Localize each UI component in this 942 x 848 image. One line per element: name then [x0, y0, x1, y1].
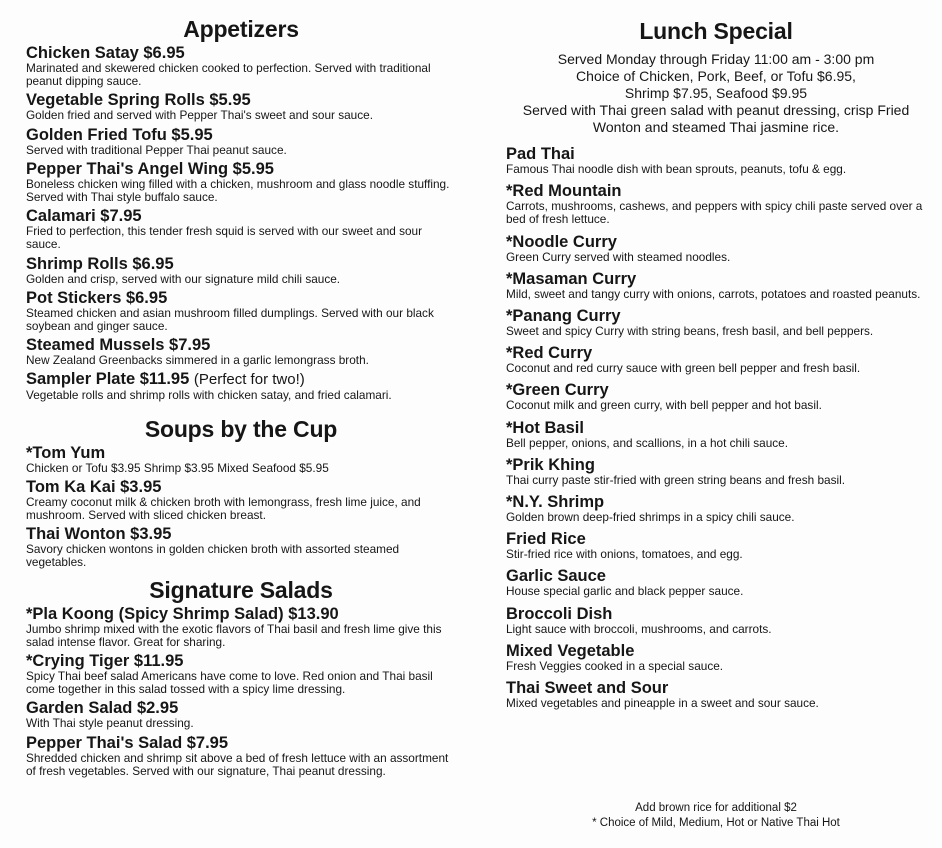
item-name: *Green Curry	[506, 381, 609, 400]
item-description: Coconut and red curry sauce with green bell pepper and fresh basil.	[506, 361, 861, 376]
item-name: Calamari $7.95	[26, 207, 142, 226]
item-description: New Zealand Greenbacks simmered in a garlic lemongrass broth.	[26, 353, 369, 368]
item-name	[26, 370, 456, 389]
menu-item	[506, 381, 926, 412]
item-description: Savory chicken wontons in golden chicken broth with assorted steamed vegetables.	[26, 542, 400, 570]
lunch-list	[506, 145, 926, 710]
item-name: Thai Wonton $3.95	[26, 525, 172, 544]
item-name: Shrimp Rolls $6.95	[26, 254, 174, 273]
item-name: Vegetable Spring Rolls $5.95	[26, 91, 251, 110]
item-note: (Perfect for two!)	[193, 371, 305, 389]
item-name: Chicken Satay $6.95	[26, 44, 185, 62]
menu-item	[506, 605, 926, 636]
item-name: *Pla Koong (Spicy Shrimp Salad) $13.90	[26, 604, 339, 623]
menu-item	[26, 478, 456, 522]
item-description: Vegetable rolls and shrimp rolls with chicken satay, and fried calamari.	[26, 388, 392, 403]
item-name: Pad Thai	[506, 145, 575, 163]
item-name: Garlic Sauce	[506, 567, 606, 586]
item-description: Carrots, mushrooms, cashews, and peppers with spicy chili paste served over a bed of fresh lettuce.	[506, 199, 923, 227]
item-name: Pepper Thai's Angel Wing $5.95	[26, 159, 274, 178]
menu-item	[26, 734, 456, 778]
soups-list	[26, 444, 456, 570]
item-name: Mixed Vegetable	[506, 641, 635, 660]
menu-item	[506, 419, 926, 450]
menu-item	[26, 525, 456, 569]
item-name: Garden Salad $2.95	[26, 699, 179, 718]
item-name: *Noodle Curry	[506, 232, 617, 251]
item-name: Pot Stickers $6.95	[26, 288, 168, 307]
item-name: Pepper Thai's Salad $7.95	[26, 733, 229, 752]
appetizers-list	[26, 44, 456, 403]
item-description: Mild, sweet and tangy curry with onions, carrots, potatoes and roasted peanuts.	[506, 286, 921, 301]
salads-list	[26, 605, 456, 778]
intro-line: Served with Thai green salad with peanut dressing, crisp Fried Wonton and steamed Thai jasmine rice.	[522, 102, 910, 135]
item-name: Broccoli Dish	[506, 604, 613, 623]
item-description: Mixed vegetables and pineapple in a sweet and sour sauce.	[506, 696, 819, 711]
item-name: *Crying Tiger $11.95	[26, 652, 184, 671]
lunch-heading: Lunch Special	[639, 18, 793, 44]
item-name: *Tom Yum	[26, 443, 106, 462]
item-description: Bell pepper, onions, and scallions, in a hot chili sauce.	[506, 435, 788, 450]
item-name: *Panang Curry	[506, 307, 621, 326]
menu-item	[506, 679, 926, 710]
item-name: Tom Ka Kai $3.95	[26, 477, 162, 496]
item-description: Creamy coconut milk & chicken broth with lemongrass, fresh lime juice, and mushroom. Served with sliced chicken breast.	[26, 494, 421, 523]
item-description: Jumbo shrimp mixed with the exotic flavors of Thai basil and fresh lime give this salad intense flavor. Great for sharing.	[26, 621, 442, 649]
item-name: Fried Rice	[506, 530, 586, 549]
item-description: Light sauce with broccoli, mushrooms, and carrots.	[506, 621, 772, 636]
item-description: Golden and crisp, served with our signature mild chili sauce.	[26, 271, 341, 286]
menu-item	[506, 233, 926, 264]
menu-item	[26, 699, 456, 730]
item-description: Famous Thai noodle dish with bean sprouts, peanuts, tofu & egg.	[506, 162, 847, 176]
menu-item	[506, 642, 926, 673]
menu-item	[506, 270, 926, 301]
appetizers-heading: Appetizers	[183, 16, 299, 42]
left-column	[26, 0, 456, 778]
menu-item	[26, 126, 456, 157]
item-name: Thai Sweet and Sour	[506, 679, 669, 698]
item-description: Coconut milk and green curry, with bell pepper and hot basil.	[506, 398, 822, 413]
item-description: Chicken or Tofu $3.95 Shrimp $3.95 Mixed Seafood $5.95	[26, 460, 329, 475]
menu-item	[26, 336, 456, 367]
item-name-text: Sampler Plate $11.95	[26, 370, 190, 389]
item-name: *N.Y. Shrimp	[506, 493, 605, 512]
menu-item	[26, 444, 456, 475]
item-description: Fried to perfection, this tender fresh squid is served with our sweet and sour sauce.	[26, 224, 423, 252]
item-description: With Thai style peanut dressing.	[26, 716, 194, 731]
menu-item	[26, 289, 456, 333]
menu-item	[506, 530, 926, 561]
menu-item	[506, 456, 926, 487]
item-name: Steamed Mussels $7.95	[26, 336, 211, 355]
intro-line: Served Monday through Friday 11:00 am - 3:00 pm	[557, 51, 875, 67]
item-description: Boneless chicken wing filled with a chicken, mushroom and glass noodle stuffing. Served with Thai style buffalo sauce.	[26, 176, 450, 205]
menu-item	[26, 207, 456, 251]
footer-note: Add brown rice for additional $2	[635, 802, 797, 814]
item-description: Golden brown deep-fried shrimps in a spicy chili sauce.	[506, 510, 795, 525]
footer-note: * Choice of Mild, Medium, Hot or Native Thai Hot	[592, 817, 840, 829]
item-description: Golden fried and served with Pepper Thai's sweet and sour sauce.	[26, 108, 373, 123]
item-description: Spicy Thai beef salad Americans have come to love. Red onion and Thai basil come together in this salad tossed with a spicy lime dressing.	[26, 669, 433, 697]
item-description: Stir-fried rice with onions, tomatoes, and egg.	[506, 547, 743, 562]
item-name: *Prik Khing	[506, 455, 595, 474]
item-description: Served with traditional Pepper Thai peanut sauce.	[26, 142, 287, 157]
item-name: *Masaman Curry	[506, 269, 637, 288]
intro-line: Shrimp $7.95, Seafood $9.95	[624, 85, 808, 101]
menu-item	[26, 160, 456, 204]
menu-item	[506, 145, 926, 176]
item-description: Marinated and skewered chicken cooked to perfection. Served with traditional peanut dipping sauce.	[26, 61, 431, 89]
menu-item	[506, 344, 926, 375]
item-name: *Hot Basil	[506, 418, 584, 437]
menu-item	[26, 370, 456, 402]
menu-item	[26, 605, 456, 649]
menu-item	[26, 652, 456, 696]
item-description: Thai curry paste stir-fried with green string beans and fresh basil.	[506, 472, 845, 487]
menu-item	[506, 567, 926, 598]
lunch-footer	[506, 801, 926, 831]
item-description: House special garlic and black pepper sauce.	[506, 584, 744, 599]
item-description: Green Curry served with steamed noodles.	[506, 249, 731, 264]
item-description: Steamed chicken and asian mushroom filled dumplings. Served with our black soybean and ginger sauce.	[26, 305, 434, 334]
soups-heading: Soups by the Cup	[144, 415, 338, 442]
salads-heading: Signature Salads	[149, 576, 333, 603]
menu-item	[26, 44, 456, 88]
item-description: Shredded chicken and shrimp sit above a bed of fresh lettuce with an assortment of fresh vegetables. Served with our signature, Thai peanut dressing.	[26, 750, 449, 778]
item-name: Golden Fried Tofu $5.95	[26, 125, 213, 144]
menu-item	[506, 493, 926, 524]
item-description: Sweet and spicy Curry with string beans, fresh basil, and bell peppers.	[506, 324, 874, 339]
item-name: *Red Curry	[506, 344, 593, 363]
menu-item	[506, 307, 926, 338]
item-name: *Red Mountain	[506, 182, 622, 201]
lunch-intro	[506, 51, 926, 136]
item-description: Fresh Veggies cooked in a special sauce.	[506, 658, 724, 673]
menu-item	[26, 255, 456, 286]
menu-item	[26, 91, 456, 122]
intro-line: Choice of Chicken, Pork, Beef, or Tofu $6.95,	[576, 68, 856, 84]
menu-item	[506, 182, 926, 226]
right-column	[506, 0, 926, 710]
